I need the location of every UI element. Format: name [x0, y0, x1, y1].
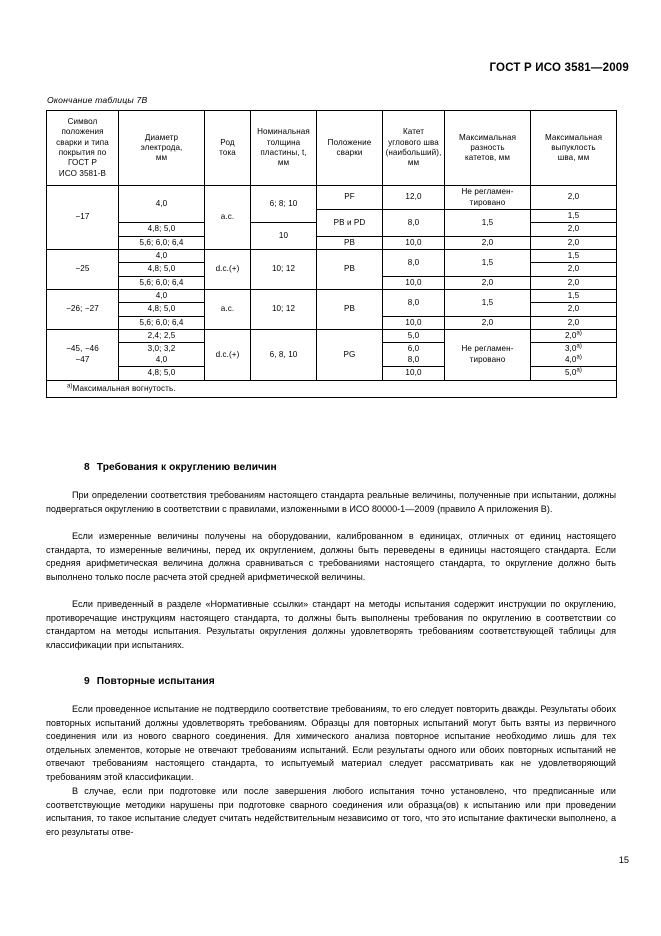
section-8-paragraph-3	[46, 598, 616, 652]
col-header-legdiff-l2: разность	[470, 142, 505, 152]
col-header-thickness-l3: пластины, t,	[260, 148, 307, 158]
section-8-heading	[84, 462, 277, 473]
section-9-heading	[84, 676, 215, 687]
cell-convexity-g4-r3	[531, 367, 617, 380]
cell-convexity-g2-r3: 2,0	[531, 276, 617, 289]
col-header-fillet-l2: углового шва	[388, 137, 439, 147]
cell-legdiff-g1-r2: 1,5	[445, 209, 531, 236]
col-header-max-leg-difference	[445, 111, 531, 186]
cell-fillet-g3-r1: 8,0	[383, 290, 445, 317]
not-regulated-line1: Не регламен-	[461, 187, 514, 197]
cell-fillet-g4-r1: 5,0	[383, 330, 445, 343]
cell-convexity-g1-r2: 1,5	[531, 209, 617, 222]
cell-fillet-g2-r2: 10,0	[383, 276, 445, 289]
section-9-title: Повторные испытания	[96, 676, 215, 687]
cell-symbol-g3: −26; −27	[47, 290, 119, 330]
footnote-marker: a)	[576, 343, 583, 350]
section-9-number: 9	[84, 676, 90, 687]
cell-legdiff-g4	[445, 330, 531, 380]
cell-current-g4: d.c.(+)	[205, 330, 251, 380]
cell-thickness-g1-r1: 6; 8; 10	[251, 186, 317, 223]
cell-convexity-g1-r1: 2,0	[531, 186, 617, 210]
table-row	[47, 330, 617, 343]
col-header-diameter-l2: электрода,	[140, 142, 183, 152]
table-caption: Окончание таблицы 7В	[47, 95, 148, 105]
section-8-number: 8	[84, 462, 90, 473]
cell-fillet-g4-r2	[383, 343, 445, 367]
cell-thickness-g4: 6, 8, 10	[251, 330, 317, 380]
cell-convexity-g2-r1: 1,5	[531, 249, 617, 262]
col-header-current-l2: тока	[219, 148, 236, 158]
cell-current-g1: a.c.	[205, 186, 251, 250]
col-header-current-l1: Род	[220, 137, 235, 147]
cell-convexity-g1-r3: 2,0	[531, 223, 617, 236]
table-footnote-row	[47, 380, 617, 397]
col-header-symbol-l3: сварки и типа	[56, 137, 109, 147]
cell-symbol-g2: −25	[47, 249, 119, 289]
table-row	[47, 249, 617, 262]
section-8-paragraph-3-text: Если приведенный в разделе «Нормативные ссылки» стандарт на методы испытания содержит инструкции по округлению, противоречащие инструкциям настоящего стандарта, то должны быть выполнены требования по округлению в соответствии со стандартом на методы испытания. Результаты округления должны удовлетворять требованиям соответствующей таблицы для классификации при испытаниях.	[46, 599, 616, 650]
col-header-fillet-l4: мм	[407, 158, 420, 168]
cell-convexity-g1-r4: 2,0	[531, 236, 617, 249]
col-header-symbol-l4: покрытия по	[58, 148, 107, 158]
col-header-current-type	[205, 111, 251, 186]
cell-weldpos-g1-r1: PF	[317, 186, 383, 210]
section-8-paragraph-1-text: При определении соответствия требованиям настоящего стандарта реальные величины, полученные при испытании, должны подвергаться округлению в соответствии с правилами, изложенными в ИСО 80000-1—2009 (правило А приложения В).	[46, 490, 616, 514]
col-header-weld-position	[317, 111, 383, 186]
table-row	[47, 236, 617, 249]
cell-convexity-g3-r2: 2,0	[531, 303, 617, 316]
specification-table	[46, 110, 617, 398]
cell-diameter-g1-r3: 5,6; 6,0; 6,4	[119, 236, 205, 249]
not-regulated-line2-g4: тировано	[469, 354, 506, 364]
cell-symbol-g4-l1: −45, −46	[66, 344, 99, 354]
cell-diameter-g4-r3: 4,8; 5,0	[119, 367, 205, 380]
col-header-electrode-diameter	[119, 111, 205, 186]
cell-fillet-g3-r2: 10,0	[383, 316, 445, 329]
section-8-paragraph-2	[46, 530, 616, 584]
cell-fillet-g4-r2-l2: 8,0	[407, 354, 420, 364]
col-header-legdiff-l1: Максимальная	[458, 132, 517, 142]
cell-legdiff-g3-r2: 2,0	[445, 316, 531, 329]
col-header-fillet-l1: Катет	[402, 127, 425, 137]
cell-legdiff-g1-r3: 2,0	[445, 236, 531, 249]
section-8-title: Требования к округлению величин	[96, 462, 277, 473]
cell-weldpos-g2: PB	[317, 249, 383, 289]
cell-symbol-g4	[47, 330, 119, 380]
col-header-symbol-l1: Символ	[67, 117, 98, 126]
table-footnote-text: Максимальная вогнутость.	[72, 383, 176, 393]
cell-current-g2: d.c.(+)	[205, 249, 251, 289]
cell-convexity-g3-r1: 1,5	[531, 290, 617, 303]
cell-fillet-g2-r1: 8,0	[383, 249, 445, 276]
cell-diameter-g2-r3: 5,6; 6,0; 6,4	[119, 276, 205, 289]
col-header-convexity-l3: шва, мм	[557, 153, 590, 163]
cell-convexity-g4-r2-l2: 4,0	[564, 354, 577, 364]
col-header-thickness-l1: Номинальная	[257, 127, 310, 137]
col-header-symbol-l5: ГОСТ Р	[68, 158, 97, 168]
cell-convexity-g4-r2-l1: 3,0	[564, 344, 577, 354]
cell-diameter-g3-r3: 5,6; 6,0; 6,4	[119, 316, 205, 329]
col-header-position-l2: сварки	[336, 148, 363, 158]
table-body	[47, 186, 617, 398]
cell-thickness-g3: 10; 12	[251, 290, 317, 330]
col-header-convexity-l1: Максимальная	[544, 132, 603, 142]
cell-diameter-g4-r1: 2,4; 2,5	[119, 330, 205, 343]
col-header-diameter-l1: Диаметр	[144, 132, 179, 142]
section-9-paragraph-2	[46, 785, 616, 839]
not-regulated-line1-g4: Не регламен-	[461, 344, 514, 354]
cell-fillet-g1-r1: 12,0	[383, 186, 445, 210]
cell-convexity-g3-r3: 2,0	[531, 316, 617, 329]
col-header-fillet-l3: (наибольший),	[385, 148, 442, 158]
col-header-symbol	[47, 111, 119, 186]
cell-convexity-g4-r2	[531, 343, 617, 367]
cell-fillet-g1-r3: 10,0	[383, 236, 445, 249]
not-regulated-line2: тировано	[469, 197, 506, 207]
cell-diameter-g4-r2-l1: 3,0; 3,2	[147, 344, 176, 354]
col-header-position-l1: Положение	[327, 137, 372, 147]
cell-symbol-g1: −17	[47, 186, 119, 250]
cell-convexity-g2-r2: 2,0	[531, 263, 617, 276]
cell-legdiff-g2-r1: 1,5	[445, 249, 531, 276]
cell-convexity-g4-r3-value: 5,0	[564, 368, 577, 378]
section-9-paragraph-1	[46, 703, 616, 785]
cell-diameter-g2-r2: 4,8; 5,0	[119, 263, 205, 276]
footnote-marker: a)	[576, 367, 583, 374]
cell-fillet-g1-r2: 8,0	[383, 209, 445, 236]
table-7v-continuation	[46, 110, 616, 398]
col-header-legdiff-l3: катетов, мм	[464, 153, 511, 163]
table-header	[47, 111, 617, 186]
cell-legdiff-g3-r1: 1,5	[445, 290, 531, 317]
footnote-marker: a)	[67, 382, 73, 389]
cell-symbol-g4-l2: −47	[75, 354, 90, 364]
cell-fillet-g4-r2-l1: 6,0	[407, 344, 420, 354]
cell-weldpos-g3: PB	[317, 290, 383, 330]
footnote-marker: a)	[576, 354, 583, 361]
cell-diameter-g1-r1: 4,0	[119, 186, 205, 223]
table-row	[47, 290, 617, 303]
col-header-convexity-l2: выпуклость	[551, 142, 596, 152]
cell-diameter-g4-r2	[119, 343, 205, 367]
col-header-thickness-l4: мм	[277, 158, 290, 168]
cell-legdiff-g2-r2: 2,0	[445, 276, 531, 289]
cell-thickness-g1-r2: 10	[251, 223, 317, 250]
col-header-symbol-l2: положения	[61, 127, 104, 137]
section-9-paragraph-2-text: В случае, если при подготовке или после завершения любого испытания точно установлено, что предписанные или соответствующие методики нарушены при подготовке сварного соединения или образца(ов) к испытанию или при проведении испытания, то такое испытание следует считать недействительным независимо от того, что это испытание фактически выполнено, а его результаты отве-	[46, 786, 616, 837]
cell-convexity-g4-r1-value: 2,0	[564, 331, 577, 341]
table-row	[47, 186, 617, 210]
cell-diameter-g4-r2-l2: 4,0	[155, 354, 168, 364]
table-footnote	[47, 380, 617, 397]
document-header-standard-ref: ГОСТ Р ИСО 3581—2009	[489, 62, 629, 74]
cell-thickness-g2: 10; 12	[251, 249, 317, 289]
cell-diameter-g2-r1: 4,0	[119, 249, 205, 262]
page-number: 15	[618, 855, 629, 865]
cell-legdiff-g1-r1	[445, 186, 531, 210]
section-8-paragraph-1	[46, 489, 616, 516]
cell-weldpos-g1-r2: PB и PD	[317, 209, 383, 236]
cell-current-g3: a.c.	[205, 290, 251, 330]
cell-weldpos-g1-r3: PB	[317, 236, 383, 249]
table-header-row	[47, 111, 617, 186]
cell-diameter-g3-r2: 4,8; 5,0	[119, 303, 205, 316]
cell-diameter-g1-r2: 4,8; 5,0	[119, 223, 205, 236]
cell-diameter-g3-r1: 4,0	[119, 290, 205, 303]
cell-convexity-g4-r1	[531, 330, 617, 343]
cell-fillet-g4-r3: 10,0	[383, 367, 445, 380]
col-header-plate-thickness	[251, 111, 317, 186]
section-8-paragraph-2-text: Если измеренные величины получены на оборудовании, калиброванном в единицах, отличных от единиц настоящего стандарта, то измеренные величины, перед их округлением, должны быть переведены в единицы настоящего стандарта. Если средняя арифметическая величина должна сравниваться с требованиями настоящего стандарта, то округление должно быть выполнено только после расчета этой средней арифметической величины.	[46, 531, 616, 582]
col-header-symbol-l6: ИСО 3581-В	[58, 168, 107, 178]
col-header-max-convexity	[531, 111, 617, 186]
footnote-marker: a)	[576, 330, 583, 337]
section-9-paragraph-1-text: Если проведенное испытание не подтвердило соответствие требованиям, то его следует повторить дважды. Результаты обоих повторных испытаний должны удовлетворять требованиям. Образцы для повторных испытаний могут быть взяты из первичного соединения или из нового сварного соединения. Для химического анализа повторное испытание необходимо лишь для тех отдельных элементов, которые не отвечают требованиям испытаний. Если результаты одного или обоих повторных испытаний не отвечают требованиям настоящего стандарта, то испытуемый материал следует рассматривать как не удовлетворяющий требованиям этой классификации.	[46, 704, 616, 782]
col-header-diameter-l3: мм	[155, 153, 168, 163]
col-header-fillet-leg	[383, 111, 445, 186]
cell-weldpos-g4: PG	[317, 330, 383, 380]
col-header-thickness-l2: толщина	[266, 137, 301, 147]
